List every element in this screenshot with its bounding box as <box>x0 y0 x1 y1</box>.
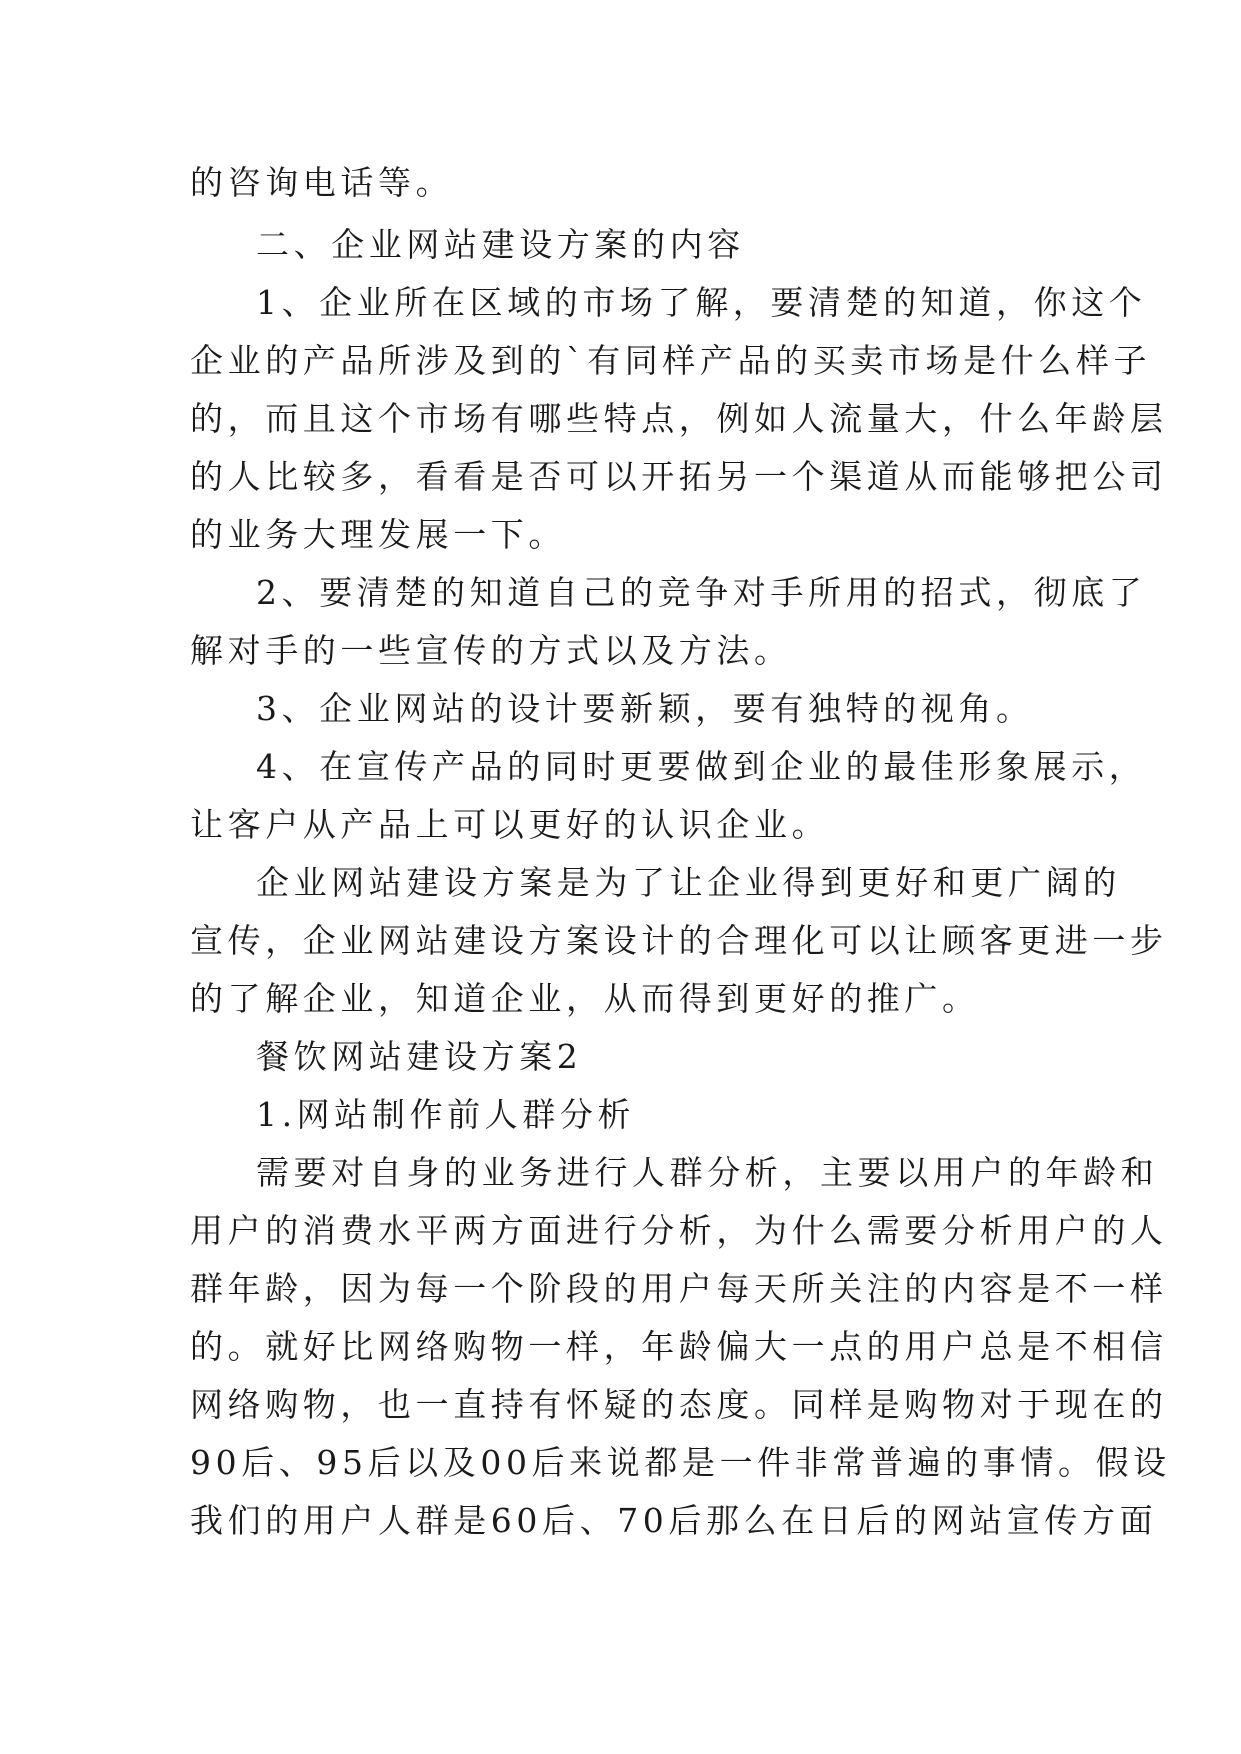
text-line: 的咨询电话等。 <box>190 163 454 202</box>
section-heading: 二、企业网站建设方案的内容 <box>256 225 745 264</box>
text-line: 的，而且这个市场有哪些特点，例如人流量大，什么年龄层 <box>190 399 1168 438</box>
text-line: 用户的消费水平两方面进行分析，为什么需要分析用户的人 <box>190 1211 1168 1250</box>
text-line: 我们的用户人群是60后、70后那么在日后的网站宣传方面 <box>190 1501 1158 1540</box>
text-line: 群年龄，因为每一个阶段的用户每天所关注的内容是不一样 <box>190 1269 1168 1308</box>
text-line: 解对手的一些宣传的方式以及方法。 <box>190 631 792 670</box>
text-line: 2、要清楚的知道自己的竞争对手所用的招式，彻底了 <box>256 573 1147 612</box>
text-line: 4、在宣传产品的同时更要做到企业的最佳形象展示， <box>256 747 1147 786</box>
text-line: 让客户从产品上可以更好的认识企业。 <box>190 805 830 844</box>
text-line: 的。就好比网络购物一样，年龄偏大一点的用户总是不相信 <box>190 1327 1168 1366</box>
section-heading: 1.网站制作前人群分析 <box>256 1095 636 1134</box>
text-line: 的人比较多，看看是否可以开拓另一个渠道从而能够把公司 <box>190 457 1168 496</box>
text-line: 的了解企业，知道企业，从而得到更好的推广。 <box>190 979 980 1018</box>
text-line: 企业的产品所涉及到的`有同样产品的买卖市场是什么样子 <box>190 341 1152 380</box>
text-line: 的业务大理发展一下。 <box>190 515 566 554</box>
text-line: 90后、95后以及00后来说都是一件非常普遍的事情。假设 <box>190 1443 1171 1482</box>
text-line: 宣传，企业网站建设方案设计的合理化可以让顾客更进一步 <box>190 921 1168 960</box>
text-line: 3、企业网站的设计要新颖，要有独特的视角。 <box>256 689 1034 728</box>
text-line: 企业网站建设方案是为了让企业得到更好和更广阔的 <box>256 863 1121 902</box>
section-heading: 餐饮网站建设方案2 <box>256 1037 583 1076</box>
text-line: 1、企业所在区域的市场了解，要清楚的知道，你这个 <box>256 283 1147 322</box>
text-line: 网络购物，也一直持有怀疑的态度。同样是购物对于现在的 <box>190 1385 1168 1424</box>
text-line: 需要对自身的业务进行人群分析，主要以用户的年龄和 <box>256 1153 1159 1192</box>
